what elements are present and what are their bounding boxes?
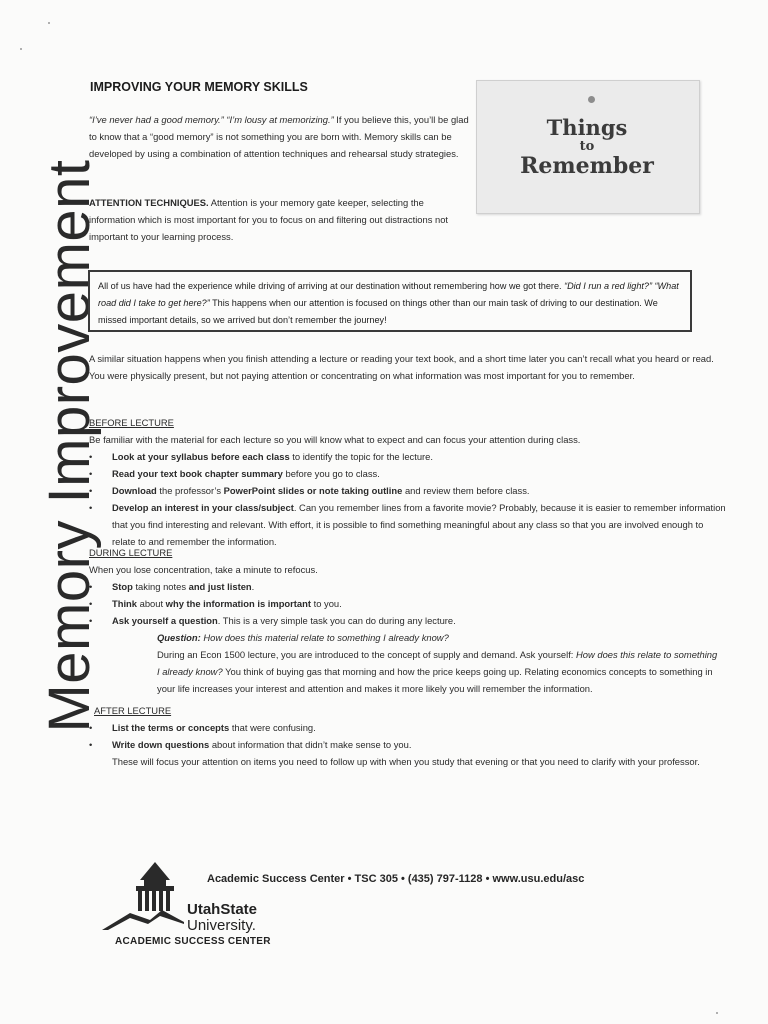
attention-paragraph — [89, 194, 469, 245]
academic-success-center-label: ACADEMIC SUCCESS CENTER — [115, 936, 271, 947]
after-tail: These will focus your attention on items you need to follow up with when you study that evening or that you need to clarify with your professor. — [112, 756, 700, 767]
item-text: about — [137, 598, 166, 609]
intro-paragraph — [89, 111, 469, 162]
item-text: . Can you remember lines from a favorite movie? Probably, because it is easier to remember information that you find interesting and relevant. With effort, it is possible to find something meaningful about any class so that you are involved enough to relate to and remember the information. — [112, 502, 726, 547]
after-lecture-heading: AFTER LECTURE — [94, 705, 172, 716]
after-lecture-section — [89, 702, 719, 770]
item-text: taking notes — [132, 581, 189, 592]
item-bold: Develop an interest in your class/subject — [112, 502, 294, 513]
intro-text: If you believe this, you’ll be glad to know that a “good memory” is not something you are born with. Memory skills can be developed by using a combination of attention techniques and rehearsal study strategies. — [89, 114, 469, 159]
item-text: to you. — [311, 598, 342, 609]
item-text: and review them before class. — [402, 485, 530, 496]
box-text-c: This happens when our attention is focused on things other than our main task of driving to our destination. We missed important details, so we arrived but don’t remember the journey! — [98, 298, 658, 325]
question-block — [112, 629, 719, 697]
item-bold: Stop — [112, 581, 133, 592]
attention-text: Attention is your memory gate keeper, selecting the information which is most important for you to focus on and filtering out distractions not important to your learning process. — [89, 197, 449, 242]
driving-example-box — [88, 270, 692, 332]
item-bold: Write down questions — [112, 739, 210, 750]
question-line — [157, 629, 719, 646]
scan-speck — [20, 48, 22, 50]
contact-line: Academic Success Center • TSC 305 • (435) 797-1128 • www.usu.edu/asc — [207, 873, 585, 885]
usu-wordmark-bottom: University. — [187, 917, 256, 934]
note-handwriting — [476, 116, 698, 178]
box-text-a: All of us have had the experience while driving of arriving at our destination without remembering how we got there. — [98, 281, 565, 291]
scan-speck — [48, 22, 50, 24]
example-text: During an Econ 1500 lecture, you are introduced to the concept of supply and demand. Ask yourself: — [157, 649, 577, 660]
list-item — [89, 482, 729, 499]
item-text: to identify the topic for the lecture. — [289, 451, 433, 462]
item-text: before you go to class. — [282, 468, 380, 479]
note-line-3: Remember — [520, 153, 654, 179]
list-item — [89, 719, 719, 736]
example-question: How does this relate to something I already know? — [157, 649, 718, 677]
during-lecture-heading: DURING LECTURE — [89, 547, 173, 558]
note-line-2: to — [579, 139, 595, 154]
scan-speck — [716, 1012, 718, 1014]
item-text: the professor’s — [156, 485, 224, 496]
list-item — [89, 448, 729, 465]
attention-label: ATTENTION TECHNIQUES. — [89, 197, 209, 208]
list-item — [89, 736, 719, 770]
list-item — [89, 465, 729, 482]
similar-situation-paragraph: A similar situation happens when you finish attending a lecture or reading your text book, and a short time later you can’t recall what you heard or read. You were physically present, but not paying attention or concentrating on what information was most important for you to remember. — [89, 353, 714, 381]
question-label: Question: — [157, 632, 201, 643]
item-text: that were confusing. — [229, 722, 316, 733]
during-lecture-section — [89, 544, 719, 697]
item-bold: Look at your syllabus before each class — [112, 451, 290, 462]
item-bold: Think — [112, 598, 137, 609]
item-bold: List the terms or concepts — [112, 722, 230, 733]
item-bold: Read your text book chapter summary — [112, 468, 283, 479]
item-bold: why the information is important — [165, 598, 311, 609]
note-line-1: Things — [546, 115, 628, 140]
item-bold: and just listen — [188, 581, 252, 592]
econ-example — [157, 646, 719, 697]
item-bold: PowerPoint slides or note taking outline — [223, 485, 403, 496]
item-bold: Download — [112, 485, 157, 496]
item-bold: Ask yourself a question — [112, 615, 218, 626]
example-text: You think of buying gas that morning and how the price keeps going up. Relating economics concepts to something in your life increases your interest and attention and makes it more likely you will remember the information. — [157, 666, 713, 694]
before-lecture-section — [89, 414, 729, 550]
page-title: IMPROVING YOUR MEMORY SKILLS — [90, 80, 308, 94]
usu-wordmark-top: UtahState — [187, 901, 258, 918]
question-text: How does this material relate to something I already know? — [200, 632, 449, 643]
item-text: . — [251, 581, 255, 592]
box-quote: “Did I run a red light?” “What road did I take to get here?” — [98, 281, 679, 308]
pushpin-icon — [588, 96, 595, 103]
list-item — [89, 499, 729, 550]
item-text: . This is a very simple task you can do during any lecture. — [217, 615, 456, 626]
list-item — [89, 612, 719, 697]
list-item — [89, 595, 719, 612]
before-lecture-heading: BEFORE LECTURE — [89, 417, 174, 428]
before-lecture-lead: Be familiar with the material for each lecture so you will know what to expect and can focus your attention during class. — [89, 434, 581, 445]
side-title: Memory Improvement — [37, 159, 102, 733]
intro-quote: “I’ve never had a good memory.” “I’m lousy at memorizing.” — [89, 114, 334, 125]
during-lecture-lead: When you lose concentration, take a minute to refocus. — [89, 564, 318, 575]
item-text: about information that didn’t make sense to you. — [209, 739, 412, 750]
list-item — [89, 578, 719, 595]
